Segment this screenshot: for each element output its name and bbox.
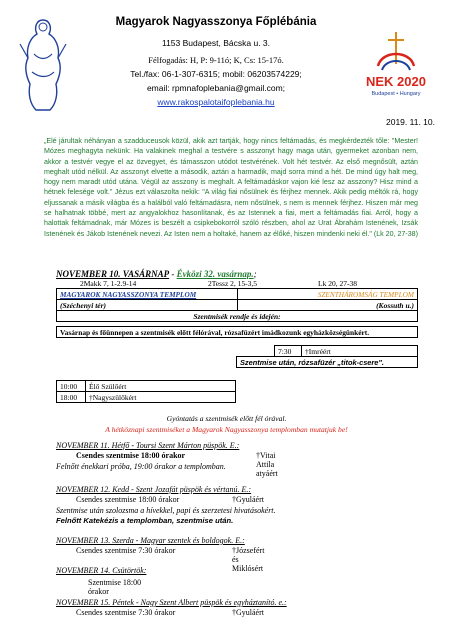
day-title: NOVEMBER 15. Péntek - Nagy Szent Albert püspök és egyháztanító. e.: bbox=[56, 598, 287, 607]
rosary-exchange-note: Szentmise után, rózsafüzér „titok-csere". bbox=[236, 356, 418, 368]
day-extra: Szentmise után szolozsma a hívekkel, papi és szerzetesi hivatásokért. bbox=[56, 506, 276, 515]
church2-name: SZENTHÁROMSÁG TEMPLOM bbox=[237, 289, 418, 300]
quote-text: „Elé járultak néhányan a szadduceusok közül, akik azt tartják, hogy nincs feltámadás, és megkérdezték tőle: "Mester! Mózes meghagyta nekünk: Ha valakinek meghal a testvére s asszonyt hagy maga után, gyermeket azonban nem, akkor a testvér vegye el az özvegyet, és támasszon utódot testvérének. Volt hét testvér. Az első megnősült, aztán meghalt utód nélkül. Az asszonyt elvette a második, aztán a harmadik, majd sorra mind a hét. De mind úgy halt meg, hogy nem maradt utód utána. Végül az asszony is meghalt. A feltámadáskor vajon kié lesz az asszony? Hisz mind a hétnek felesége volt." Jézus ezt válaszolta nekik: "A világ fiai nősülnek és férjhez mennek. Akik pedig méltók rá, hogy eljussanak a másik világba és a halálból való feltámadásra, nem nősülnek, s nem is mennek férjhez. Hiszen már meg se halhatnak többé, mert az angyalokhoz hasonlítanak, és az Istennek a fiai, mert a feltámadás fiai. Arról, hogy a halottak feltámadnak, már Mózes is beszélt a csipkebokorról szóló részben, ahol az Urat Ábrahám Istenének, Izsák Istenének és Jákob Istenének nevezi. Az Isten nem a holtaké, hanem az élőké, hiszen mindenki neki él." bbox=[44, 137, 418, 238]
email-line: email: rpmnafoplebania@gmail.com; bbox=[146, 83, 286, 93]
day-mass: Csendes szentmise 18:00 órakor bbox=[76, 451, 186, 460]
weekday-note: A hétköznapi szentmiséket a Magyarok Nagyasszonya templomban mutatjuk be! bbox=[105, 425, 348, 434]
nek-logo bbox=[356, 30, 436, 102]
madonna-logo-icon bbox=[12, 14, 74, 114]
address: 1153 Budapest, Bácska u. 3. bbox=[161, 38, 271, 48]
website-link[interactable]: www.rakospalotaifoplebania.hu bbox=[157, 97, 275, 107]
day-friday bbox=[56, 598, 287, 618]
sunday-feast: Évközi 32. vasárnap. bbox=[176, 269, 254, 279]
day-mass: Szentmise 18:00 órakor bbox=[88, 578, 142, 596]
church1-time-1: 10:00 bbox=[57, 381, 86, 392]
sunday-date: NOVEMBER 10. VASÁRNAP bbox=[56, 269, 170, 279]
day-extra-2: Felnőtt Katekézis a templomban, szentmise után. bbox=[56, 516, 234, 525]
day-intent: †Gyuláért bbox=[232, 495, 264, 504]
church1-schedule bbox=[56, 380, 236, 403]
church1-place: (Széchenyi tér) bbox=[57, 300, 238, 311]
church2-intent: †Imréért bbox=[302, 346, 418, 357]
day-thursday bbox=[56, 566, 147, 596]
day-title: NOVEMBER 11. Hétfő - Toursi Szent Márton püspök. E.: bbox=[56, 441, 240, 450]
church1-name: MAGYAROK NAGYASSZONYA TEMPLOM bbox=[57, 289, 238, 300]
reading-1: 2Makk 7, 1-2.9-14 bbox=[80, 279, 137, 288]
sunday-feast-tail: ; bbox=[253, 269, 257, 279]
church-header-table bbox=[56, 288, 418, 338]
church1-intent-2: †Nagyszülőkért bbox=[86, 392, 236, 403]
day-tuesday bbox=[56, 485, 276, 525]
confession-note: Gyóntatás a szentmisék előtt fél órával. bbox=[166, 414, 287, 423]
office-hours: Félfogadás: H, P: 9-11ó; K, Cs: 15-17ó. bbox=[148, 55, 284, 65]
nek-logo-text: NEK 2020 bbox=[366, 74, 426, 89]
phone-line: Tel./fax: 06-1-307-6315; mobil: 06203574229; bbox=[130, 69, 302, 79]
church2-time: 7:30 bbox=[275, 346, 302, 357]
day-title: NOVEMBER 12. Kedd - Szent Jozafát püspök és vértanú. E.: bbox=[56, 485, 252, 494]
bulletin-date: 2019. 11. 10. bbox=[386, 117, 435, 127]
sunday-heading bbox=[56, 269, 257, 279]
rosary-note: Vasárnap és főünnepen a szentmisék előtt félórával, rózsafüzért imádkozunk egyházközségünkért. bbox=[57, 327, 418, 338]
reading-2: 2Tessz 2, 15-3,5 bbox=[208, 279, 258, 288]
day-intent: †Gyuláért bbox=[232, 608, 264, 617]
nek-logo-sub: Budapest • Hungary bbox=[371, 91, 421, 97]
church2-place: (Kossuth u.) bbox=[237, 300, 418, 311]
day-mass: Csendes szentmise 7:30 órakor bbox=[76, 608, 176, 617]
day-title: NOVEMBER 14. Csütörtök: bbox=[56, 566, 147, 575]
church-name: Magyarok Nagyasszonya Főplébánia bbox=[115, 16, 317, 28]
quote-reference: (Lk 20, 27-38) bbox=[373, 229, 418, 238]
mass-order-label: Szentmisék rendje és idején: bbox=[57, 311, 418, 322]
reading-3: Lk 20, 27-38 bbox=[318, 279, 357, 288]
sunday-separator: - bbox=[169, 269, 177, 279]
day-intent: †Józsefért és Miklósért bbox=[232, 546, 265, 573]
day-extra: Felnőtt énekkari próba, 19:00 órakor a templomban. bbox=[56, 462, 226, 471]
gospel-quote bbox=[44, 136, 418, 239]
church1-time-2: 18:00 bbox=[57, 392, 86, 403]
day-monday bbox=[56, 441, 278, 478]
day-mass: Csendes szentmise 18:00 órakor bbox=[76, 495, 180, 504]
church1-intent-1: Élő Szülőért bbox=[86, 381, 236, 392]
day-title: NOVEMBER 13. Szerda - Magyar szentek és boldogok. E.: bbox=[56, 536, 245, 545]
day-intent: †Vitai Attila atyáért bbox=[256, 451, 278, 478]
day-mass: Csendes szentmise 7:30 órakor bbox=[76, 546, 176, 555]
